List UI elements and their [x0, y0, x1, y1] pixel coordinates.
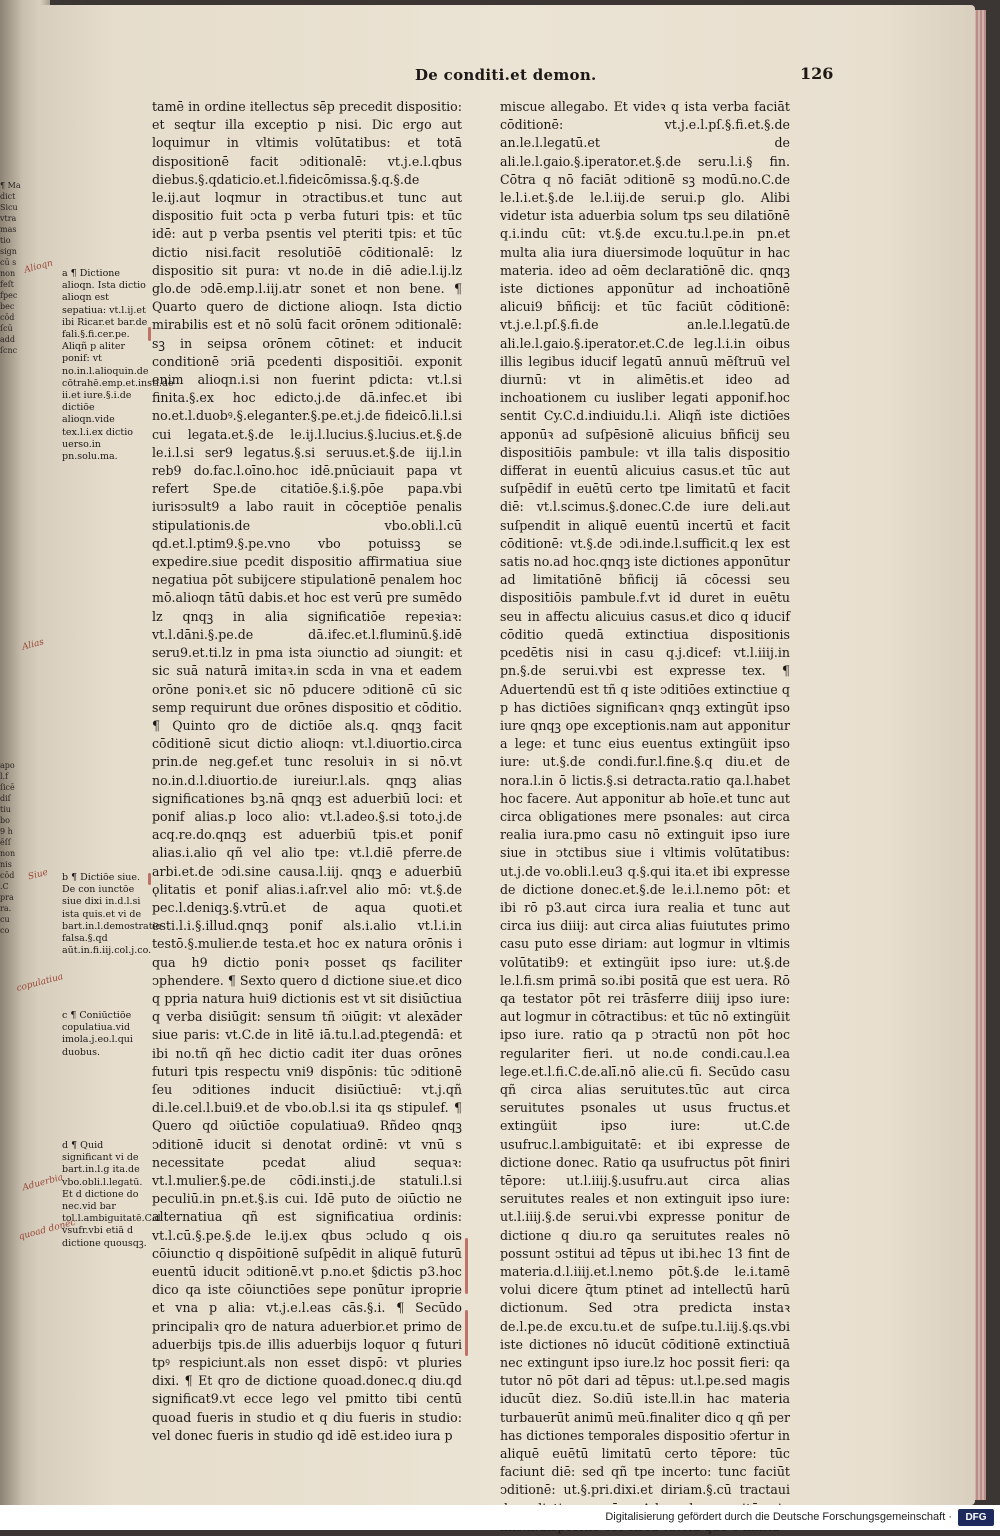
red-ink-mark [148, 873, 151, 885]
handwritten-note-4: copulatiua [15, 971, 65, 995]
text-column-right: miscue allegabo. Et videꝛ q ista verba faciāt cōditionē: vt.j.e.l.pſ.§.fi.et.§.de an.le.l.legatū.et de ali.le.l.gaio.§.iperator.et.§.de seru.l.i.§ fin. Cōtra q nō faciāt ↄditionē sꝫ modū.no.C.de le.l.i.et.§.de le.l.iij.de serui.p glo. Alibi videtur ista aduerbia solum tps seu dilatiōnē q.i.indu cūt: vt.§.de excu.tu.l.pe.in pn.et multa alia iura diuersimode loquūtur in hac materia. ideo ad oēm declaratiōnē dic. qnqꝫ iste dictiones apponūtur ad inchoatiōnē alicui9 bñficij: et tūc faciūt cōditionē: vt.j.e.l.pſ.§.fi.de an.le.l.legatū.de ali.le.l.gaio.§.iperator.et.C.de leg.l.i.in oibus illis legibus iducif legatū annuū mēſtruū vel diurnū: vt in alimētis.et ideo ad inchoationem cu iusliber legati apponif.hoc sentit Cy.C.d.indiuidu.l.i. Aliqñ iste dictiōes apponūꝛ ad suſpēsionē alicuius bñficij seu dispositiōis pambule: vt illa talis dispositio differat in euentū alicuius casus.et tūc aut suſpēdif in euētū certo tpe limitatū et facit diē: vt.l.scimus.§.donec.C.de iure deli.aut suſpendit in aliquē euentū incertū et facit cōditionē: vt.§.de ↄdi.inde.l.sufficit.q lex est satis no.ad hoc.qnqꝫ iste dictiones apponūtur ad limitatiōnē bñficij iā cōcessi seu dispositiōis pambule.f.vt id duret in euētu seu in affectu alicuius casus.et dico q iducif cōditio quedā extinctiua dispositionis pcedētis nisi in casu q.j.dicef: vt.l.iiij.in pn.§.de serui.vbi est expresse tex. ¶ Aduertendū est tñ q iste ↄditiōes extinctiue q p has dictiōes significanꝛ qnqꝫ extingūt ipso iure qnqꝫ ope exceptionis.nam aut apponitur a lege: et tunc eius euentus extingüit ipso iure: ut.§.de condi.fur.l.fine.§.q diu.et de nora.l.in ō lictis.§.si detracta.ratio qa.l.habet hoc facere. Aut apponitur ab hoīe.et tunc aut circa obligationes mere psonales: aut circa realia iura.pmo casu nō extinguit ipso iure siue in ↄtctibus siue i vltimis volūtatibus: ut.j.de vo.obli.l.eu3 q.§.qui ita.et ibi expresse de dictione donec.et.§.de le.i.l.nemo pōt: et ibi rō p3.aut circa iura realia et tunc aut circa ius diiij: aut circa alias fuiututes primo casu puto esse diriam: aut logmur in vltimis volūtatib9: et extingüit ipso iure: ut.§.de le.l.fi.sm primā so.ibi positā que est uera. Rō qa testator pōt rei trāsferre diiij ipso iure: aut logmur in cōtractibus: et tūc nō extingüit ipso iure. ratio qa p ↄtractū non pōt hoc regulariter fieri. ut no.de condi.cau.l.ea lege.et.l.fi.C.de.alī.nō alie.cū fi. Secūdo casu qñ circa alias seruitutes.tūc aut circa seruitutes psonales ut usus fructus.et extingüit ipso iure: ut.C.de usufruc.l.ambiguitatē: et ibi expresse de dictione donec. Ratio qa usufructus pōt finiri tēpore: ut.l.iiij.§.usufru.aut circa alias seruitutes reales et non extinguit ipso iure: ut.l.iiij.§.de serui.vbi expresse ponitur de dictione q diu.ro qa seruitutes reales nō possunt ↄstitui ad tēpus ut ibi.hec 13 fint de materia.d.l.iiij.et.l.nemo pōt.§.de le.i.tamē volui dicere q̄tum ptinet ad intellectū harū dictionum. Sed ↄtra predicta instaꝛ de.l.pe.de excu.tu.et de suſpe.tu.l.iij.§.qs.vbi iste dictiones nō iducūt cōditionē extinctiuā nec extingunt ipso iure.lz hoc possit fieri: qa tutor nō pōt dari ad tēpus: ut.l.pe.sed magis iducūt diez. So.diū iste.ll.in hac materia turbauerūt animū meū.finaliter dico q qñ per has dictiones temporales dispositio ↄfertur in aliquē euētū limitatū certo tēpore: tūc faciunt diē: sed qñ tpe incerto: tunc faciūt ↄditionē: ut.§.pri.dixi.et diriam.§.cū tractaui [500, 99, 790, 1498]
marginal-gloss-a: a ¶ Dictione alioqn. Ista dictio alioqn est sepatiua: vt.l.ij.et ibi Ricar.et bar.de fali.§.fi.cer.pe. Aliqñ p aliter ponif: vt no.in.l.alioquin.de cōtrahē.emp.et.insti.de ii.et iure.§.i.de dictiōe alioqn.vide tex.l.i.ex dictio uerso.in pn.solu.ma. [62, 268, 174, 463]
gutter-text-lower: apo l.f ſicē diſ tiu bo 9 h ēſſ non nis cōd .C pra ra. cu co [0, 761, 16, 935]
handwritten-note-2: Alias [21, 637, 46, 653]
marginal-gloss-b: b ¶ Dictiōe siue. De con iunctōe siue dixi in.d.l.si ista quis.et vi de bart.in.l.demostratio falsa.§.qd aūt.in.fi.iij.col.j.co. [62, 872, 162, 957]
folio-number: 126 [800, 64, 834, 83]
footer-bar [0, 1505, 1000, 1530]
handwritten-note-3: Siue [27, 867, 50, 883]
red-ink-mark [465, 1238, 468, 1294]
red-ink-mark [465, 1310, 468, 1356]
gutter-text-upper: ¶ Ma dict Sicu vtra mas tio sign cū s non feſt fpec bec cōd ſcū add ſcnc [0, 181, 21, 355]
handwritten-note-5: Aduerbia [21, 1172, 65, 1194]
red-ink-mark [148, 327, 151, 341]
handwritten-note-1: Alioqn [23, 258, 55, 276]
funding-credit: Digitalisierung gefördert durch die Deutsche Forschungsgemeinschaft · [605, 1511, 952, 1523]
marginal-gloss-c: c ¶ Coniūctiōe copulatiua.vid imola.j.eo.l.qui duobus. [62, 1010, 133, 1058]
handwritten-note-6: quoad donec [17, 1217, 77, 1243]
text-column-left: tamē in ordine itellectus sēp precedit dispositio: et seqtur illa exceptio p nisi. Dic ergo aut loquimur in vltimis volūtatibus: et totā dispositionē facit ↄditionalē: vt.j.e.l.qbus diebus.§.qdaticio.et.l.fideicōmissa.§.q.§.de le.ij.aut loqmur in ↄtractibus.et tunc aut dispositio fuit ↄcta p verba futuri tpis: et tūc idē: aut p verba psentis vel pteriti tpis: et tūc dictio nisi.facit resolutiōē cōditionalē: lz dispositio sit pura: vt no.de in diē adie.l.ij.lz glo.de ↄdē.emp.l.iij.atr sonet et non bene. ¶ Quarto quero de dictione alioqn. Ista dictio mirabilis est et nō solū facit orōnem ↄditionalē: sꝫ in seipsa orōnem cōtinet: et inducit conditionē ↄriā pcedenti dispositiōi. exponit enim alioqn.i.si non fuerint pdicta: vt.l.si finita.§.ex hoc edicto.j.de dā.infec.et ibi no.et.l.duobꝰ.§.eleganter.§.pe.et.j.de fideicō.li.l.si cui legata.et.§.de le.ij.l.lucius.§.lucius.et.§.de le.i.l.si ser9 legatus.§.si seruus.et.§.de iij.l.in reb9 do.fac.l.oīno.hoc idē.pnūciauit papa vt refert Spe.de citatiōe.§.i.§.pōe papa.vbi iurisↄsult9 a labo rauit in cōceptiōe penalis stipulationis.de vbo.obli.l.cū qd.et.l.ptim9.§.pe.vno vbo potuissꝫ se expedire.siue pcedit dispositio affirmatiua siue negatiua pōt subijcere stipulationē penalem hoc mō.alioqn tātū dabis.et hoc est verū pre sumēdo lz qnqꝫ in alia significatiōe repeꝛiaꝛ: vt.l.dāni.§.pe.de dā.ifec.et.l.fluminū.§.idē seru9.et.ti.lz in pma ista ↄiunctio ad ↄiungit: et sic suā naturā imitaꝛ.in scda in vna et eadem orōne poniꝛ.et sic nō pducere ↄditionē cū sic semp requirunt due orōnes dispositio et cōditio. ¶ Quinto qro de dictiōe als.q. qnqꝫ facit cōditionē sicut dictio alioqn: vt.l.diuortio.circa prin.de neg.gef.et tunc resoluiꝛ in si nō.vt no.in.d.l.diuortio.de iureiur.l.als. qnqꝫ alias significationes bꝫ.nā qnqꝫ est aduerbiū loci: et ponif alias.p loco alio: vt.l.adeo.§.si toto.j.de acq.re.do.qnqꝫ est aduerbiū tpis.et ponif alias.i.alio qñ vel alio tpe: vt.l.diē pferre.de arbi.et.de ↄdi.sine causa.l.iij. qnqꝫ e aduerbiū ǫlitatis et ponif alias.i.aſr.vel alio mō: vt.§.de pec.l.deniqꝫ.§.vtrū.et de aqua quoti.et esti.l.i.§.illud.qnqꝫ ponif als.i.alio vt.l.i.in testō.§.mulier.de testa.et hoc ex natura orōnis i qua h9 dictio poniꝛ posset qs faciliter ↄphendere. ¶ Sexto quero d dictione siue.et dico q ppria natura hui9 dictionis est vt sit disiūctiua q verba disiūgit: sensum tñ ↄiūgit: vt alexāder siue paris: vt.C.de in litē iā.tu.l.ad.ptegendā: et ibi no.tñ qñ hec dictio cadit iter duas orōnes futuri tpis respectu vni9 dispōnis: tūc ↄditionē ſeu ↄditiones inducit disiūctiuē: vt.j.qñ di.le.cel.l.bui9.et de vbo.ob.l.si ita qs stipulef. ¶ Quero qd ↄiūctiōe copulatiua9. Rñdeo qnqꝫ ↄditionē iducit si denotat ordinē: vt vnū s necessitate pcedat aliud sequaꝛ: vt.l.mulier.§.pe.de cōdi.insti.j.de statuli.l.si peculiū.in pn.et.§.is cui. Idē puto de ↄiūctio ne alternatiua qñ est significatiua ordinis: vt.l.cū.§.pe.§.de le.ij.ex qbus ↄcludo q ois cōiunctio q dispōitionē suſpēdit in aliquē futurū euentū iducit ↄditionē.vt p.no.et §dictis p3.hoc dico qa iste cōiunctiōes sepe ponūtur iproprie et vna p alia: vt.j.e.l.eas cās.§.i. ¶ Secūdo principaliꝛ qro de natura aduerbior.et primo de aduerbijs tpis.de illis aduerbijs loquor q futuri tpꝰ respiciunt.als non esset dispō: vt pluries dixi. ¶ Et qro de dictione quoad.donec.q diu.qd significat9.vt ecce lego vel pmitto tibi centū quoad fueris in studio et q diu fueris in studio: vel donec fueris in studio qd idē est.ideo iura p [152, 99, 462, 1443]
marginal-gloss-d: d ¶ Quid significant vi de bart.in.l.g ita.de vbo.obli.l.legatū. Et d dictione do nec.vid bar tol.l.ambiguitatē.C.d vsufr.vbi etiā d dictione quousqꝫ. [62, 1140, 161, 1249]
dfg-logo: DFG [958, 1509, 994, 1526]
running-head: De conditi.et demon. [415, 66, 597, 84]
